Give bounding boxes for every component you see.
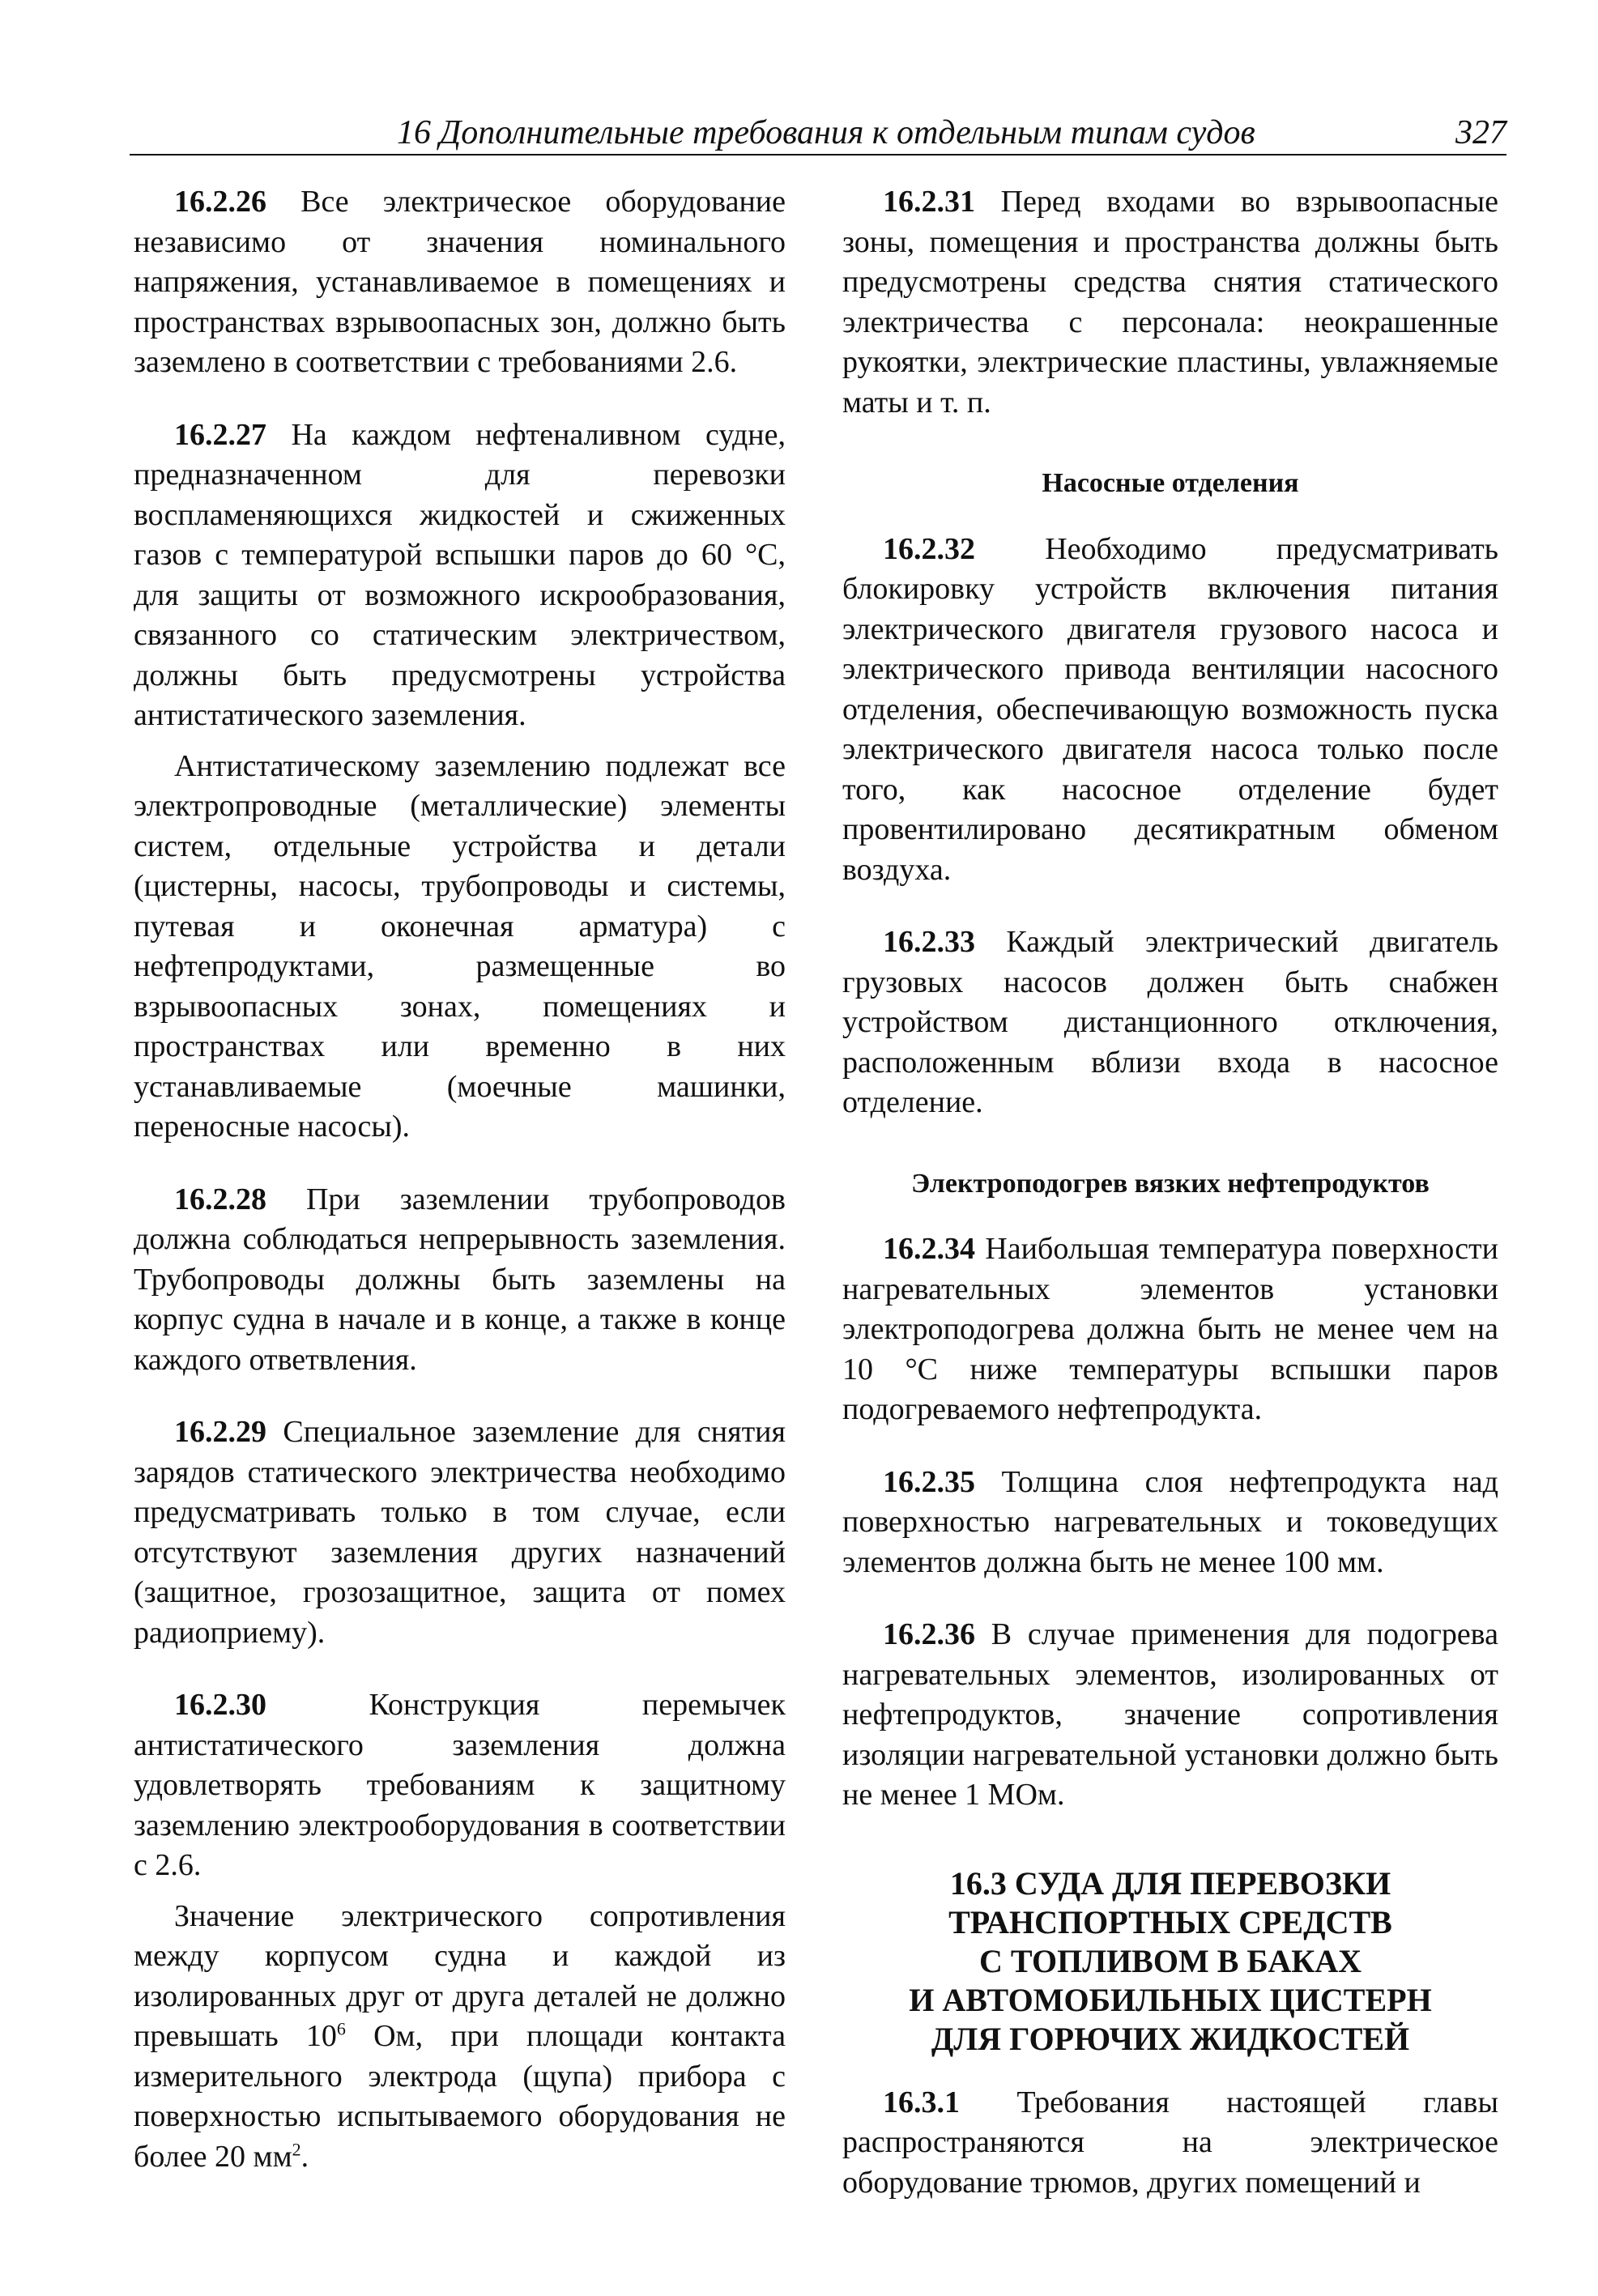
clause-text: Все электрическое оборудование независимо от значения номинального напряжения, устанавливаемое в помещениях и пространствах взрывоопасных зон, должно быть заземлено в соответствии с требованиями 2.6. xyxy=(134,185,786,379)
clause-number: 16.2.28 xyxy=(174,1182,266,1216)
superscript: 6 xyxy=(336,2018,346,2039)
running-header xyxy=(130,113,1506,155)
paragraph-16-3-1 xyxy=(842,2083,1498,2204)
paragraph-resistance xyxy=(134,1897,786,2178)
paragraph-16-2-31 xyxy=(842,182,1498,423)
clause-text: Антистатическому заземлению подлежат все электропроводные (металлические) элементы систем, отдельные устройства и детали (цистерны, насосы, трубопроводы и системы, путевая и оконечная арматура) с нефтепродуктами, размещенные во взрывоопасных зонах, помещениях и пространствах или временно в них устанавливаемые (моечные машинки, переносные насосы). xyxy=(134,748,786,1144)
paragraph-16-2-33 xyxy=(842,922,1498,1123)
clause-number: 16.2.27 xyxy=(174,417,266,452)
clause-text: В случае применения для подогрева нагревательных элементов, изолированных от нефтепродуктов, значение сопротивления изоляции нагревательной установки должно быть не менее 1 МОм. xyxy=(842,1617,1498,1812)
paragraph-16-2-35 xyxy=(842,1463,1498,1583)
right-column xyxy=(842,182,1498,2203)
section-heading-line: 16.3 СУДА ДЛЯ ПЕРЕВОЗКИ xyxy=(949,1864,1391,1902)
paragraph-16-2-32 xyxy=(842,530,1498,891)
clause-number: 16.2.33 xyxy=(883,925,975,959)
paragraph-16-2-26 xyxy=(134,182,786,383)
paragraph-16-2-29 xyxy=(134,1412,786,1653)
clause-number: 16.2.26 xyxy=(174,185,266,219)
section-heading-line: ДЛЯ ГОРЮЧИХ ЖИДКОСТЕЙ xyxy=(931,2020,1410,2057)
header-title: 16 Дополнительные требования к отдельным типам судов xyxy=(397,114,1255,151)
clause-number: 16.2.34 xyxy=(883,1232,975,1266)
clause-text: Ом, при площади контакта измерительного электрода (щупа) прибора с поверхностью испытываемого оборудования не более 20 мм xyxy=(134,2019,786,2174)
clause-number: 16.2.31 xyxy=(883,185,975,219)
paragraph-16-2-27 xyxy=(134,415,786,736)
clause-text: Наибольшая температура поверхности нагревательных элементов установки электроподогрева должна быть не менее чем на 10 °С ниже температуры вспышки паров подогреваемого нефтепродукта. xyxy=(842,1232,1498,1426)
paragraph-16-2-34 xyxy=(842,1229,1498,1430)
clause-text: Специальное заземление для снятия зарядов статического электричества необходимо предусматривать только в том случае, если отсутствуют заземления других назначений (защитное, грозозащитное, защита от помех радиоприему). xyxy=(134,1415,786,1650)
clause-text: При заземлении трубопроводов должна соблюдаться непрерывность заземления. Трубопроводы должны быть заземлены на корпус судна в начале и в конце, а также в конце каждого ответвления. xyxy=(134,1182,786,1377)
superscript: 2 xyxy=(292,2138,301,2159)
clause-number: 16.2.29 xyxy=(174,1415,266,1449)
page-number: 327 xyxy=(1455,114,1506,151)
section-heading-line: С ТОПЛИВОМ В БАКАХ xyxy=(979,1942,1361,1979)
clause-number: 16.2.30 xyxy=(174,1688,266,1722)
subheading-electric-heating: Электроподогрев вязких нефтепродуктов xyxy=(911,1168,1430,1199)
paragraph-16-2-28 xyxy=(134,1180,786,1381)
clause-text: На каждом нефтеналивном судне, предназначенном для перевозки воспламеняющихся жидкостей и сжиженных газов с температурой вспышки паров до 60 °С, для защиты от возможного искрообразования, связанного со статическим электричеством, должны быть предусмотрены устройства антистатического заземления. xyxy=(134,417,786,732)
section-heading-line: ТРАНСПОРТНЫХ СРЕДСТВ xyxy=(948,1903,1392,1940)
clause-text: Значение электрического сопротивления между корпусом судна и каждой из изолированных друг от друга деталей не должно превышать 10 xyxy=(134,1898,786,2053)
clause-text: Каждый электрический двигатель грузовых насосов должен быть снабжен устройством дистанционного отключения, расположенным вблизи входа в насосное отделение. xyxy=(842,925,1498,1119)
left-column xyxy=(134,182,786,2177)
clause-number: 16.3.1 xyxy=(883,2085,960,2119)
clause-number: 16.2.35 xyxy=(883,1464,975,1499)
section-heading-16-3 xyxy=(842,1864,1498,2059)
clause-text: Перед входами во взрывоопасные зоны, помещения и пространства должны быть предусмотрены средства снятия статического электричества с персонала: неокрашенные рукоятки, электрические пластины, увлажняемые маты и т. п. xyxy=(842,185,1498,420)
clause-number: 16.2.36 xyxy=(883,1617,975,1651)
clause-text: . xyxy=(300,2139,309,2174)
clause-text: Толщина слоя нефтепродукта над поверхностью нагревательных и токоведущих элементов должна быть не менее 100 мм. xyxy=(842,1464,1498,1579)
section-heading-line: И АВТОМОБИЛЬНЫХ ЦИСТЕРН xyxy=(909,1981,1432,2018)
paragraph-16-2-36 xyxy=(842,1615,1498,1816)
clause-text: Необходимо предусматривать блокировку устройств включения питания электрического двигателя грузового насоса и электрического привода вентиляции насосного отделения, обеспечивающую возможность пуска электрического двигателя насоса только после того, как насосное отделение будет провентилировано десятикратным обменом воздуха. xyxy=(842,531,1498,887)
clause-text: Конструкция перемычек антистатического заземления должна удовлетворять требованиям к защитному заземлению электрооборудования в соответствии с 2.6. xyxy=(134,1688,786,1882)
paragraph-16-2-30 xyxy=(134,1685,786,1886)
clause-text: Требования настоящей главы распространяются на электрическое оборудование трюмов, других помещений и xyxy=(842,2085,1498,2200)
paragraph-antistatic xyxy=(134,747,786,1148)
clause-number: 16.2.32 xyxy=(883,531,975,566)
subheading-pump-rooms: Насосные отделения xyxy=(1042,468,1299,498)
